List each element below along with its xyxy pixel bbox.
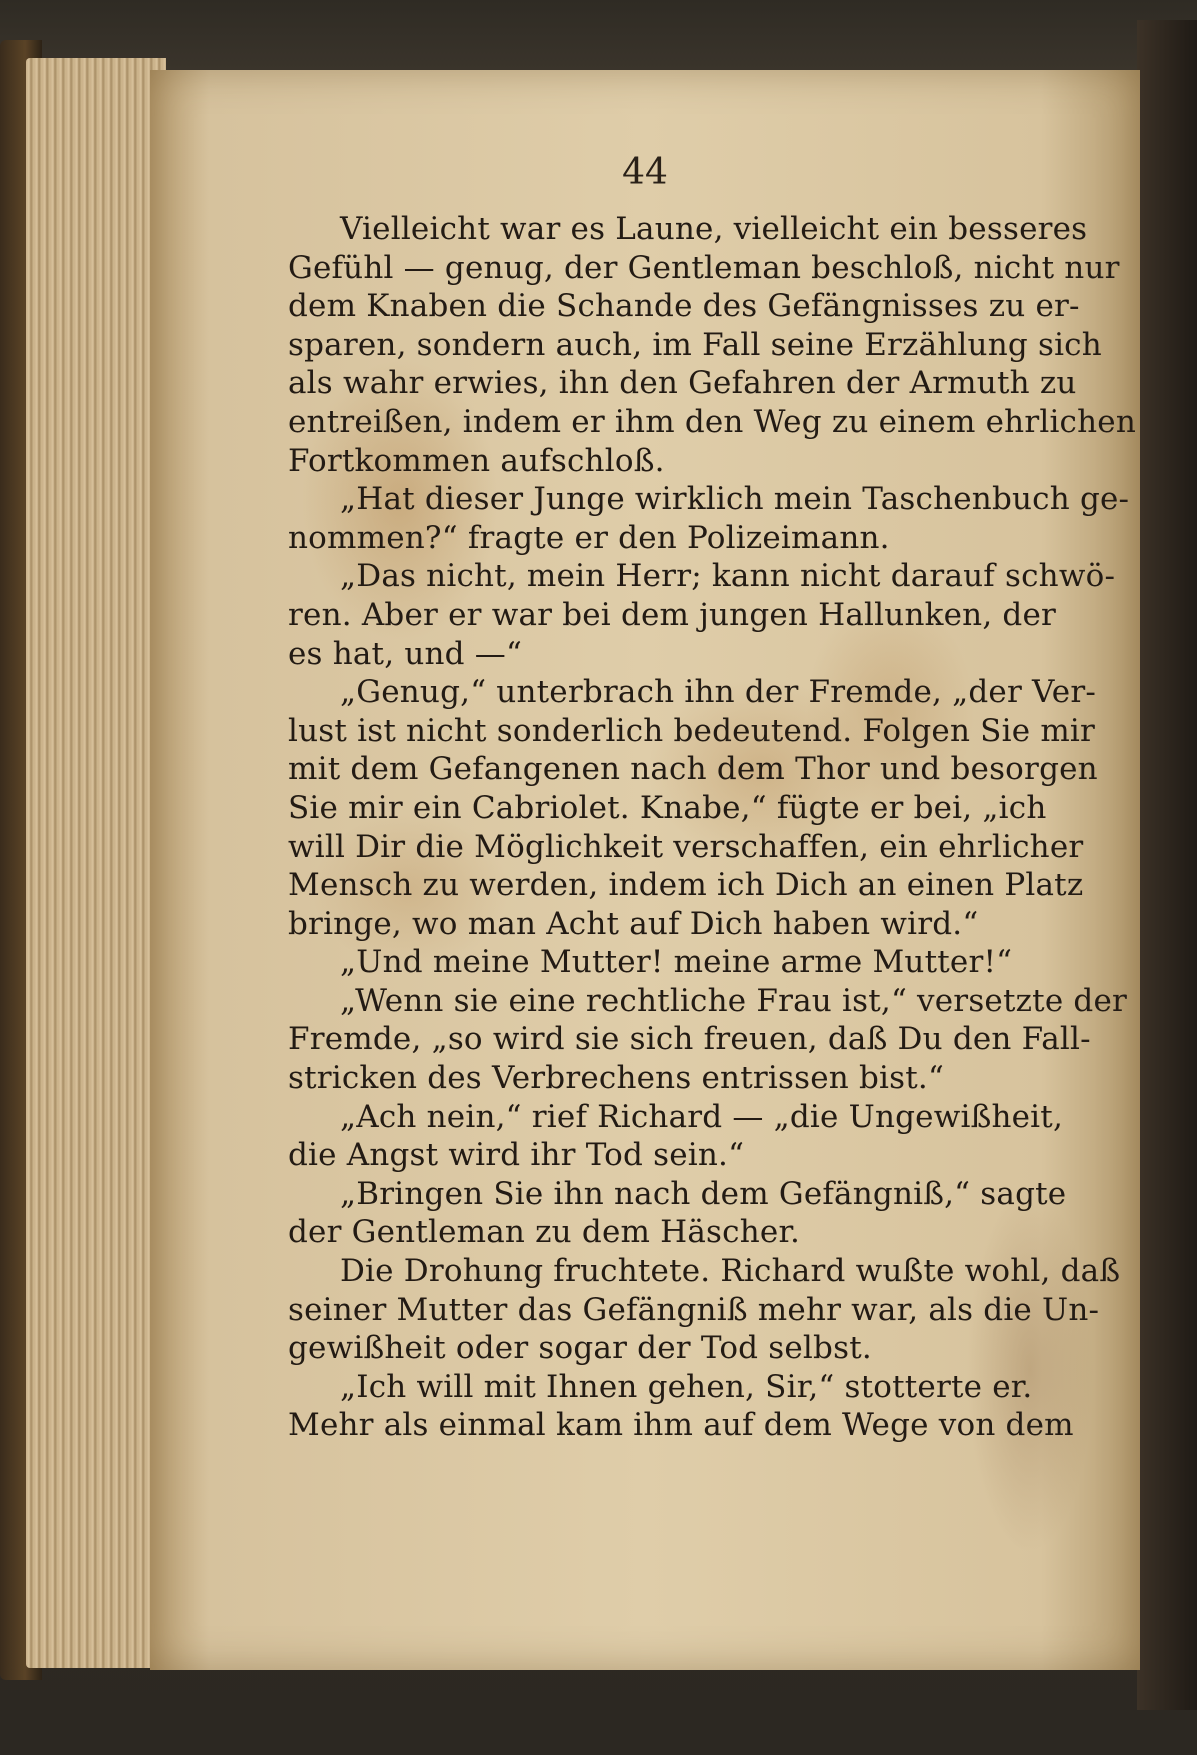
text-line: bringe, wo man Acht auf Dich haben wird.“ [288, 905, 979, 942]
text-line: Fremde, „so wird sie sich freuen, daß Du den Fall- [288, 1021, 1091, 1058]
text-line: es hat, und —“ [288, 635, 522, 672]
text-line: entreißen, indem er ihm den Weg zu einem ehrlichen [288, 403, 1136, 440]
text-line: sparen, sondern auch, im Fall seine Erzählung sich [288, 326, 1102, 363]
page-number: 44 [622, 152, 668, 193]
text-line: „Genug,“ unterbrach ihn der Fremde, „der Ver- [340, 674, 1097, 711]
text-line: Vielleicht war es Laune, vielleicht ein besseres [340, 211, 1088, 247]
text-line: Gefühl — genug, der Gentleman beschloß, nicht nur [288, 249, 1120, 286]
text-line: dem Knaben die Schande des Gefängnisses zu er- [288, 288, 1080, 325]
text-line: mit dem Gefangenen nach dem Thor und besorgen [288, 751, 1098, 788]
text-line: „Das nicht, mein Herr; kann nicht darauf schwö- [340, 558, 1116, 595]
text-line: seiner Mutter das Gefängniß mehr war, als die Un- [288, 1291, 1100, 1328]
text-line: Mensch zu werden, indem ich Dich an einen Platz [288, 867, 1084, 904]
text-line: „Bringen Sie ihn nach dem Gefängniß,“ sagte [340, 1175, 1067, 1212]
text-line: „Hat dieser Junge wirklich mein Taschenbuch ge- [340, 481, 1130, 518]
text-line: gewißheit oder sogar der Tod selbst. [288, 1330, 872, 1367]
page-edges [26, 58, 166, 1668]
text-line: will Dir die Möglichkeit verschaffen, ein ehrlicher [288, 828, 1084, 865]
text-line: der Gentleman zu dem Häscher. [288, 1214, 801, 1251]
text-line: ren. Aber er war bei dem jungen Hallunken, der [288, 596, 1057, 633]
text-line: „Wenn sie eine rechtliche Frau ist,“ versetzte der [340, 982, 1128, 1019]
book-page [150, 70, 1140, 1670]
text-line: die Angst wird ihr Tod sein.“ [288, 1137, 745, 1174]
text-line: lust ist nicht sonderlich bedeutend. Folgen Sie mir [288, 712, 1096, 749]
text-line: „Ach nein,“ rief Richard — „die Ungewißheit, [340, 1098, 1064, 1135]
text-line: stricken des Verbrechens entrissen bist.“ [288, 1060, 944, 1097]
text-line: nommen?“ fragte er den Polizeimann. [288, 519, 890, 556]
text-line: Sie mir ein Cabriolet. Knabe,“ fügte er bei, „ich [288, 789, 1047, 826]
book-cover-right [1137, 20, 1197, 1710]
text-line: „Und meine Mutter! meine arme Mutter!“ [340, 944, 1013, 981]
text-line: Mehr als einmal kam ihm auf dem Wege von dem [288, 1407, 1074, 1444]
text-line: Fortkommen aufschloß. [288, 442, 665, 479]
text-line: als wahr erwies, ihn den Gefahren der Armuth zu [288, 365, 1077, 402]
text-line: „Ich will mit Ihnen gehen, Sir,“ stotterte er. [340, 1368, 1033, 1405]
text-line: Die Drohung fruchtete. Richard wußte wohl, daß [340, 1253, 1121, 1290]
page-text [288, 210, 1136, 1445]
